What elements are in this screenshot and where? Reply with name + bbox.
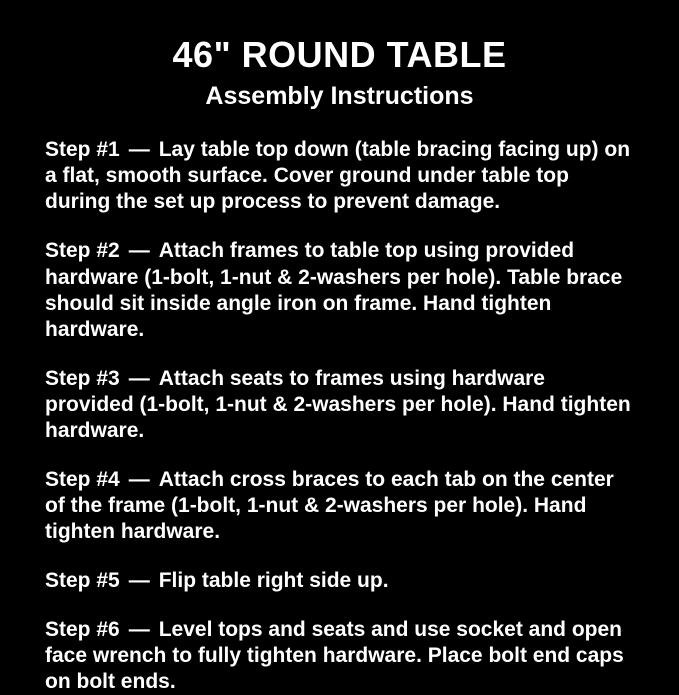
- step-label: Step #4: [45, 467, 120, 491]
- em-dash: —: [128, 617, 150, 641]
- step-label: Step #1: [45, 138, 120, 162]
- em-dash: —: [128, 568, 150, 592]
- header: [45, 34, 639, 111]
- step-item: [45, 568, 639, 594]
- step-text: Lay table top down (table bracing facing up) on a flat, smooth surface. Cover ground under table top during the set up process to prevent damage.: [45, 138, 631, 214]
- step-text: Level tops and seats and use socket and open face wrench to fully tighten hardware. Place bolt end caps on bolt ends.: [45, 617, 624, 693]
- step-text: Attach frames to table top using provided hardware (1-bolt, 1-nut & 2-washers per hole). Table brace should sit inside angle iron on frame. Hand tighten hardware.: [45, 239, 623, 341]
- step-item: [45, 467, 639, 545]
- page-title: 46" ROUND TABLE: [172, 34, 507, 75]
- page-subtitle: Assembly Instructions: [205, 82, 474, 111]
- em-dash: —: [128, 366, 150, 390]
- step-item: [45, 366, 639, 444]
- step-label: Step #6: [45, 617, 120, 641]
- em-dash: —: [128, 138, 150, 162]
- step-text: Flip table right side up.: [158, 568, 389, 592]
- step-label: Step #5: [45, 568, 120, 592]
- step-label: Step #2: [45, 239, 120, 263]
- step-item: [45, 238, 639, 342]
- steps-list: [45, 137, 639, 695]
- em-dash: —: [128, 239, 150, 263]
- em-dash: —: [128, 467, 150, 491]
- step-item: [45, 137, 639, 215]
- step-label: Step #3: [45, 366, 120, 390]
- step-item: [45, 617, 639, 695]
- step-text: Attach seats to frames using hardware provided (1-bolt, 1-nut & 2-washers per hole). Hand tighten hardware.: [45, 366, 631, 442]
- step-text: Attach cross braces to each tab on the center of the frame (1-bolt, 1-nut & 2-washers per hole). Hand tighten hardware.: [45, 467, 614, 543]
